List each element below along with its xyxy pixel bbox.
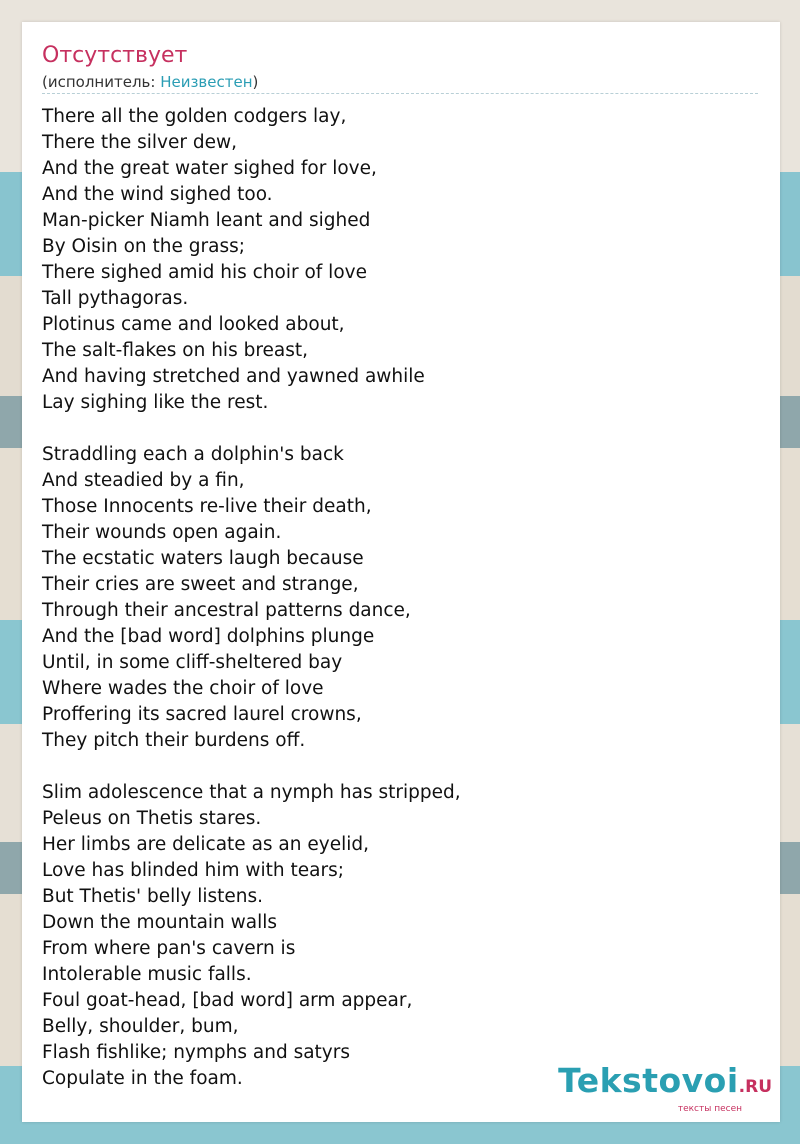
lyric-line: And the [bad word] dolphins plunge bbox=[42, 626, 375, 647]
lyric-line: Her limbs are delicate as an eyelid, bbox=[42, 834, 369, 855]
lyric-line: Through their ancestral patterns dance, bbox=[42, 600, 411, 621]
lyric-line: Those Innocents re-live their death, bbox=[42, 496, 372, 517]
lyric-line: Straddling each a dolphin's back bbox=[42, 444, 344, 465]
lyric-line: Their wounds open again. bbox=[42, 522, 282, 543]
lyric-line: Their cries are sweet and strange, bbox=[42, 574, 359, 595]
lyric-line: There sighed amid his choir of love bbox=[42, 262, 367, 283]
performer-suffix: ) bbox=[252, 73, 259, 91]
lyric-line: Peleus on Thetis stares. bbox=[42, 808, 262, 829]
song-title: Отсутствует bbox=[42, 43, 188, 68]
lyric-line: Where wades the choir of love bbox=[42, 678, 324, 699]
artist-link[interactable]: Неизвестен bbox=[160, 73, 253, 91]
lyrics-body bbox=[42, 104, 758, 1092]
lyric-line: Flash fishlike; nymphs and satyrs bbox=[42, 1042, 350, 1063]
lyric-line: And steadied by a fin, bbox=[42, 470, 245, 491]
lyric-line: There all the golden codgers lay, bbox=[42, 106, 347, 127]
lyric-line: Plotinus came and looked about, bbox=[42, 314, 345, 335]
lyric-line: Man-picker Niamh leant and sighed bbox=[42, 210, 371, 231]
logo-wordmark bbox=[552, 1061, 772, 1104]
performer-prefix: (исполнитель: bbox=[42, 73, 161, 91]
logo-tagline: тексты песен bbox=[677, 1104, 742, 1114]
lyric-line: Until, in some cliff-sheltered bay bbox=[42, 652, 343, 673]
lyric-line: And the wind sighed too. bbox=[42, 184, 273, 205]
lyric-line: And the great water sighed for love, bbox=[42, 158, 377, 179]
lyric-line: Lay sighing like the rest. bbox=[42, 392, 269, 413]
lyric-line: And having stretched and yawned awhile bbox=[42, 366, 425, 387]
lyric-line: They pitch their burdens off. bbox=[42, 730, 306, 751]
lyrics-sheet bbox=[22, 22, 780, 1122]
lyric-line: Foul goat-head, [bad word] arm appear, bbox=[42, 990, 413, 1011]
logo-name: Tekstovoi bbox=[558, 1061, 739, 1100]
lyric-line: Copulate in the foam. bbox=[42, 1068, 243, 1089]
lyric-line: Love has blinded him with tears; bbox=[42, 860, 344, 881]
lyric-line: Slim adolescence that a nymph has stripped, bbox=[42, 782, 461, 803]
performer-line bbox=[42, 72, 258, 92]
lyric-line: The salt-flakes on his breast, bbox=[42, 340, 309, 361]
lyric-line: Proffering its sacred laurel crowns, bbox=[42, 704, 362, 725]
header-divider bbox=[42, 93, 758, 94]
lyric-line: Tall pythagoras. bbox=[42, 288, 189, 309]
lyric-line: By Oisin on the grass; bbox=[42, 236, 245, 257]
stanza-gap bbox=[42, 754, 758, 780]
lyric-line: The ecstatic waters laugh because bbox=[42, 548, 364, 569]
lyric-line: From where pan's cavern is bbox=[42, 938, 296, 959]
lyric-line: Down the mountain walls bbox=[42, 912, 278, 933]
stanza-gap bbox=[42, 416, 758, 442]
lyric-line: But Thetis' belly listens. bbox=[42, 886, 263, 907]
logo-tld: .RU bbox=[738, 1077, 772, 1097]
lyric-line: Belly, shoulder, bum, bbox=[42, 1016, 239, 1037]
site-logo[interactable] bbox=[552, 1061, 772, 1114]
lyric-line: Intolerable music falls. bbox=[42, 964, 252, 985]
lyric-line: There the silver dew, bbox=[42, 132, 237, 153]
